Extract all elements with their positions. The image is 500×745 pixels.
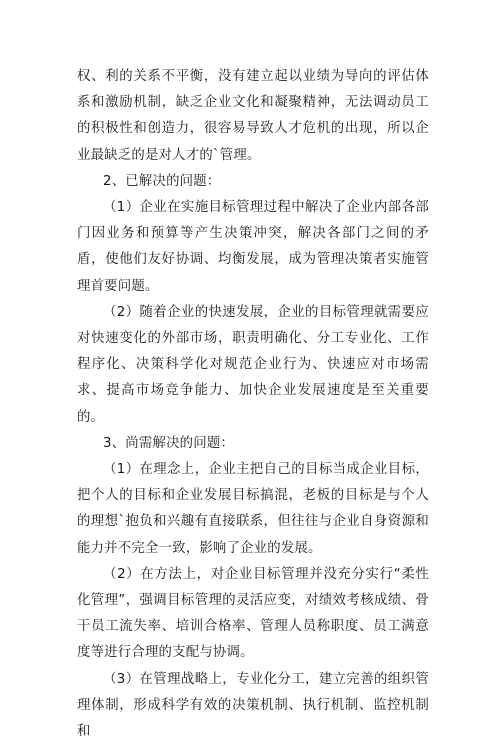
document-body xyxy=(77,64,429,745)
paragraph: （2）随着企业的快速发展，企业的目标管理就需要应对快速变化的外部市场，职责明确化、分工专业化、工作程序化、决策科学化对规范企业行为、快速应对市场需求、提高市场竞争能力、加快企业发展速度是至关重要的。 xyxy=(77,304,429,425)
section-heading-pending: 3、尚需解决的问题： xyxy=(103,435,235,451)
paragraph: （1）企业在实施目标管理过程中解决了企业内部各部门因业务和预算等产生决策冲突，解决各部门之间的矛盾，使他们友好协调、均衡发展，成为管理决策者实施管理首要问题。 xyxy=(77,200,429,294)
paragraph: （1）在理念上，企业主把自己的目标当成企业目标，把个人的目标和企业发展目标搞混，老板的目标是与个人的理想`抱负和兴趣有直接联系，但往往与企业自身资源和能力并不完全一致，影响了企业的发展。 xyxy=(77,462,429,556)
paragraph: 权、利的关系不平衡，没有建立起以业绩为导向的评估体系和激励机制，缺乏企业文化和凝聚精神，无法调动员工的积极性和创造力，很容易导致人才危机的出现，所以企业最缺乏的是对人才的`管理。 xyxy=(77,69,429,163)
section-heading-solved: 2、已解决的问题： xyxy=(103,173,221,189)
paragraph: （3）在管理战略上，专业化分工，建立完善的组织管理体制，形成科学有效的决策机制、执行机制、监控机制和 xyxy=(77,671,429,740)
paragraph: （2）在方法上，对企业目标管理并没充分实行“柔性化管理”，强调目标管理的灵活应变，对绩效考核成绩、骨干员工流失率、培训合格率、管理人员称职度、员工满意度等进行合理的支配与协调。 xyxy=(77,566,429,661)
